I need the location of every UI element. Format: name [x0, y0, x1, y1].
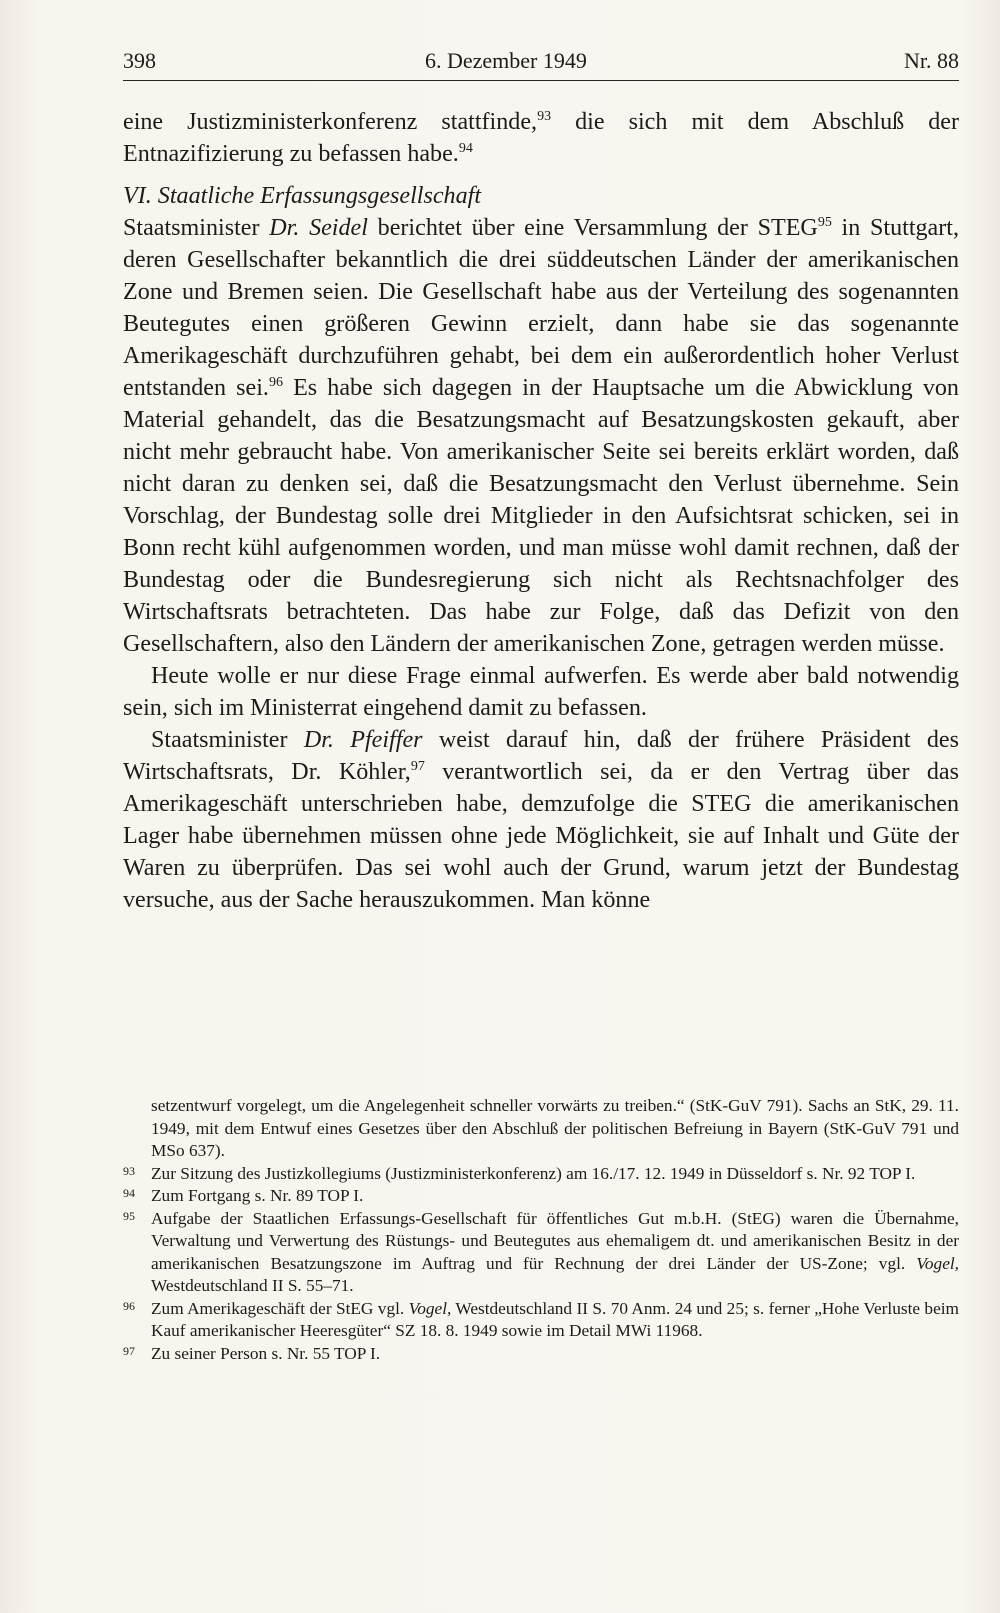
- footnote-ref: 93: [537, 109, 552, 124]
- footnote-ref: 95: [817, 215, 832, 230]
- document-number: Nr. 88: [904, 48, 959, 73]
- paragraph-4: [123, 724, 959, 916]
- text-run: in Stuttgart, deren Gesellschafter bekanntlich die drei süddeutschen Länder der amerikanischen Zone und Bremen seien. Die Gesellschaft habe aus der Verteilung des sogenannten Beutegutes einen größeren Gewinn erzielt, dann habe sie das sogenannte Amerikageschäft durchzuführen gehabt, bei dem ein außerordentlich hoher Verlust entstanden sei.: [123, 215, 959, 401]
- footnotes: [123, 1095, 959, 1365]
- footnote-number: 97: [123, 1343, 135, 1358]
- footnote-text: Zu seiner Person s. Nr. 55 TOP I.: [151, 1343, 381, 1363]
- footnote-text: Aufgabe der Staatlichen Erfassungs-Gesellschaft für öffentliches Gut m.b.H. (StEG) waren die Übernahme, Verwaltung und Verwertung des Rüstungs- und Beutegutes aus ehemaligem dt. und amerikanischen Besitz in der amerikanischen Besatzungszone im Auftrag und für Rechnung der drei Länder der US-Zone; vgl.: [151, 1208, 959, 1273]
- main-text: [123, 106, 959, 916]
- footnote-94: [123, 1185, 959, 1208]
- text-run: die sich mit dem Abschluß der Entnazifizierung zu befassen habe.: [123, 109, 959, 167]
- paragraph-3: Heute wolle er nur diese Frage einmal aufwerfen. Es werde aber bald notwendig sein, sich im Ministerrat eingehend damit zu befassen.: [123, 663, 959, 721]
- running-header: [123, 44, 959, 81]
- person-name: Dr. Pfeiffer: [303, 727, 423, 753]
- paragraph-1: [123, 106, 959, 170]
- text-run: Staatsminister: [151, 727, 304, 753]
- page-number: 398: [123, 48, 156, 73]
- footnote-number: 94: [123, 1186, 135, 1200]
- footnote-ref: 96: [268, 375, 283, 390]
- footnote-number: 95: [123, 1208, 135, 1223]
- paragraph-2: [123, 212, 959, 660]
- footnote-number: 93: [123, 1163, 135, 1178]
- footnote-text: Westdeutschland II S. 55–71.: [151, 1276, 354, 1295]
- text-run: berichtet über eine Versammlung der STEG: [367, 215, 818, 241]
- footnote-ref: 97: [410, 759, 425, 774]
- footnote-93: [123, 1163, 959, 1186]
- text-run: eine Justizministerkonferenz stattfinde,: [123, 109, 538, 135]
- author-name: Vogel,: [408, 1298, 452, 1318]
- person-name: Dr. Seidel: [269, 215, 368, 241]
- text-run: verantwortlich sei, da er den Vertrag über das Amerikageschäft unterschrieben habe, demzufolge die STEG die amerikanischen Lager habe übernehmen müssen ohne jede Möglichkeit, sie auf Inhalt und Güte der Waren zu überprüfen. Das sei wohl auch der Grund, warum jetzt der Bundestag versuche, aus der Sache herauszukommen. Man könne: [123, 759, 959, 913]
- footnote-95: [123, 1208, 959, 1298]
- footnote-97: [123, 1343, 959, 1366]
- footnote-text: Zum Fortgang s. Nr. 89 TOP I.: [151, 1186, 364, 1205]
- footnote-text: Zum Amerikageschäft der StEG vgl.: [151, 1298, 409, 1318]
- footnote-96: [123, 1298, 959, 1343]
- text-run: Es habe sich dagegen in der Hauptsache um die Abwicklung von Material gehandelt, das die Besatzungsmacht auf Besatzungskosten gekauft, aber nicht mehr gebraucht habe. Von amerikanischer Seite sei bereits erklärt worden, daß nicht daran zu denken sei, daß die Besatzungsmacht den Verlust übernehme. Sein Vorschlag, der Bundestag solle drei Mitglieder in den Aufsichtsrat schicken, sei in Bonn recht kühl aufgenommen worden, und man müsse wohl damit rechnen, daß der Bundestag oder die Bundesregierung sich nicht als Rechtsnachfolger des Wirtschaftsrats betrachteten. Das habe zur Folge, daß das Defizit von den Gesellschaftern, also den Ländern der amerikanischen Zone, getragen werden müsse.: [123, 375, 959, 657]
- footnote-ref: 94: [458, 141, 473, 156]
- footnote-continuation: setzentwurf vorgelegt, um die Angelegenheit schneller vorwärts zu treiben.“ (StK-GuV 791). Sachs an StK, 29. 11. 1949, mit dem Entwuf eines Gesetzes über den Abschluß der politischen Befreiung in Bayern (StK-GuV 791 und MSo 637).: [151, 1096, 959, 1160]
- section-heading: VI. Staatliche Erfassungsgesellschaft: [123, 183, 482, 209]
- footnote-text: Zur Sitzung des Justizkollegiums (Justizministerkonferenz) am 16./17. 12. 1949 in Düsseldorf s. Nr. 92 TOP I.: [151, 1163, 916, 1183]
- footnote-text: Westdeutschland II S. 70 Anm. 24 und 25; s. ferner „Hohe Verluste beim Kauf amerikanischer Heeresgüter“ SZ 18. 8. 1949 sowie im Detail MWi 11968.: [151, 1298, 959, 1340]
- footnote-number: 96: [123, 1298, 135, 1313]
- author-name: Vogel,: [916, 1253, 959, 1273]
- header-date: 6. Dezember 1949: [425, 48, 587, 73]
- text-run: weist darauf hin, daß der frühere Präsident des Wirtschaftsrats, Dr. Köhler,: [123, 727, 959, 785]
- text-run: Staatsminister: [123, 215, 270, 241]
